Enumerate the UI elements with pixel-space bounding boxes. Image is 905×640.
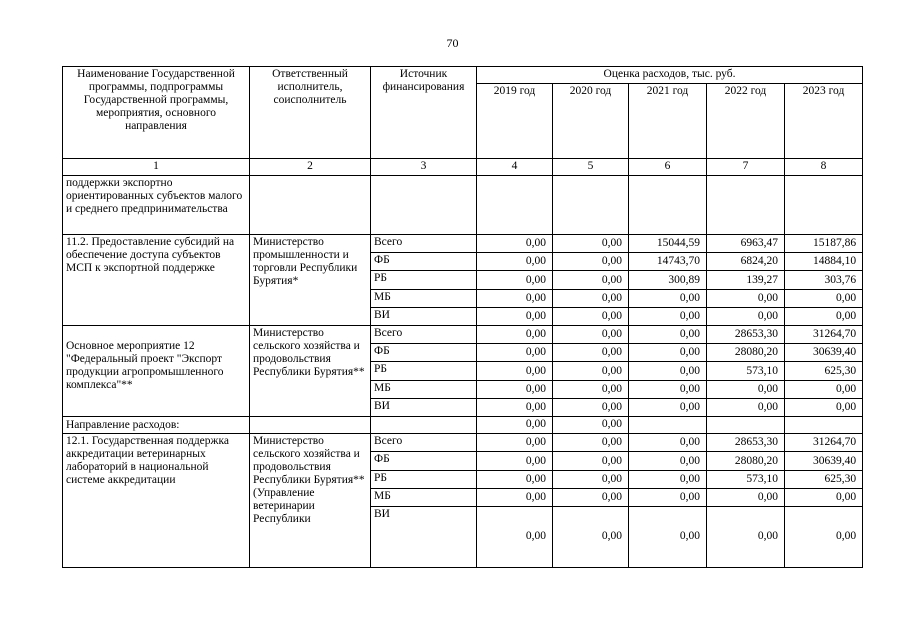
value-cell: 28653,30 [707,434,785,452]
value-cell: 0,00 [629,470,707,488]
header-col1: Наименование Государственной программы, подпрограммы Государственной программы, мероприятия, основного направления [63,67,250,159]
value-cell: 0,00 [785,507,863,568]
source-label: РБ [371,271,477,289]
block1-executor: Министерство промышленности и торговли Республики Бурятия* [250,234,371,325]
value-cell: 0,00 [553,417,629,434]
value-cell: 30639,40 [785,452,863,470]
value-cell: 0,00 [707,307,785,325]
col-number: 5 [553,159,629,176]
value-cell: 0,00 [553,344,629,362]
column-numbers-row [63,159,863,176]
block3-executor: Министерство сельского хозяйства и продовольствия Республики Бурятия** (Управление ветеринарии Республики [250,434,371,568]
value-cell: 625,30 [785,362,863,380]
value-cell: 0,00 [477,326,553,344]
year-2019: 2019 год [477,84,553,159]
value-cell: 0,00 [707,289,785,307]
value-cell: 0,00 [785,307,863,325]
value-cell: 6824,20 [707,253,785,271]
value-cell: 0,00 [553,452,629,470]
col-number: 3 [371,159,477,176]
header-col2: Ответственный исполнитель, соисполнитель [250,67,371,159]
value-cell: 573,10 [707,470,785,488]
value-cell: 0,00 [553,380,629,398]
value-cell: 0,00 [477,470,553,488]
value-cell: 0,00 [629,326,707,344]
source-label: МБ [371,289,477,307]
year-2021: 2021 год [629,84,707,159]
value-cell: 0,00 [477,380,553,398]
value-cell: 0,00 [477,289,553,307]
value-cell: 0,00 [477,234,553,252]
value-cell: 15187,86 [785,234,863,252]
continuation-name: поддержки экспортно ориентированных субъектов малого и среднего предпринимательства [63,176,250,235]
direction-row [63,417,863,434]
value-cell: 14884,10 [785,253,863,271]
value-cell: 0,00 [707,507,785,568]
value-cell: 0,00 [707,398,785,416]
value-cell: 0,00 [477,307,553,325]
value-cell: 0,00 [553,398,629,416]
source-label: МБ [371,488,477,506]
value-cell: 0,00 [629,307,707,325]
value-cell: 0,00 [707,380,785,398]
value-cell: 0,00 [477,271,553,289]
value-cell: 0,00 [553,434,629,452]
value-cell: 0,00 [477,362,553,380]
value-cell: 0,00 [553,326,629,344]
value-cell: 14743,70 [629,253,707,271]
source-label: РБ [371,470,477,488]
continuation-row [63,176,863,235]
table-row [63,434,863,452]
value-cell: 0,00 [477,344,553,362]
value-cell: 0,00 [629,289,707,307]
value-cell: 573,10 [707,362,785,380]
source-label: Всего [371,234,477,252]
value-cell: 0,00 [785,289,863,307]
value-cell: 625,30 [785,470,863,488]
source-label: ВИ [371,398,477,416]
value-cell: 0,00 [477,434,553,452]
value-cell: 0,00 [785,398,863,416]
value-cell: 303,76 [785,271,863,289]
value-cell: 0,00 [785,380,863,398]
value-cell: 0,00 [629,362,707,380]
value-cell: 0,00 [629,398,707,416]
col-number: 2 [250,159,371,176]
value-cell: 0,00 [629,380,707,398]
value-cell: 30639,40 [785,344,863,362]
source-label: МБ [371,380,477,398]
value-cell: 0,00 [629,452,707,470]
value-cell: 28080,20 [707,452,785,470]
value-cell: 139,27 [707,271,785,289]
year-2023: 2023 год [785,84,863,159]
value-cell: 28653,30 [707,326,785,344]
value-cell: 0,00 [477,507,553,568]
value-cell: 31264,70 [785,434,863,452]
value-cell: 0,00 [477,488,553,506]
value-cell: 0,00 [629,507,707,568]
value-cell: 28080,20 [707,344,785,362]
header-costs: Оценка расходов, тыс. руб. [477,67,863,84]
source-label: ВИ [371,507,477,568]
value-cell: 0,00 [477,398,553,416]
value-cell: 31264,70 [785,326,863,344]
col-number: 4 [477,159,553,176]
value-cell: 15044,59 [629,234,707,252]
value-cell: 0,00 [477,253,553,271]
header-col3: Источник финансирования [371,67,477,159]
value-cell: 0,00 [553,488,629,506]
block2-executor: Министерство сельского хозяйства и продовольствия Республики Бурятия** [250,326,371,417]
year-2022: 2022 год [707,84,785,159]
value-cell: 0,00 [553,362,629,380]
col-number: 1 [63,159,250,176]
table-row [63,234,863,252]
value-cell: 0,00 [553,507,629,568]
source-label: ФБ [371,452,477,470]
block1-name: 11.2. Предоставление субсидий на обеспечение доступа субъектов МСП к экспортной поддержке [63,234,250,325]
value-cell: 0,00 [553,289,629,307]
value-cell: 6963,47 [707,234,785,252]
header-row [63,67,863,84]
value-cell: 0,00 [629,344,707,362]
col-number: 7 [707,159,785,176]
budget-table [62,66,863,568]
source-label: Всего [371,326,477,344]
value-cell: 0,00 [553,307,629,325]
source-label: ФБ [371,344,477,362]
direction-label: Направление расходов: [63,417,250,434]
value-cell: 0,00 [477,452,553,470]
col-number: 8 [785,159,863,176]
year-2020: 2020 год [553,84,629,159]
block2-name: Основное мероприятие 12 "Федеральный проект "Экспорт продукции агропромышленного комплекса"** [63,326,250,417]
value-cell: 0,00 [553,234,629,252]
value-cell: 300,89 [629,271,707,289]
value-cell: 0,00 [785,488,863,506]
value-cell: 0,00 [553,271,629,289]
source-label: ФБ [371,253,477,271]
col-number: 6 [629,159,707,176]
table-row [63,326,863,344]
value-cell: 0,00 [629,434,707,452]
source-label: Всего [371,434,477,452]
value-cell: 0,00 [553,253,629,271]
block3-name: 12.1. Государственная поддержка аккредитации ветеринарных лабораторий в национальной системе аккредитации [63,434,250,568]
value-cell: 0,00 [707,488,785,506]
source-label: РБ [371,362,477,380]
value-cell: 0,00 [477,417,553,434]
page-number: 70 [446,36,459,50]
value-cell: 0,00 [629,488,707,506]
source-label: ВИ [371,307,477,325]
value-cell: 0,00 [553,470,629,488]
